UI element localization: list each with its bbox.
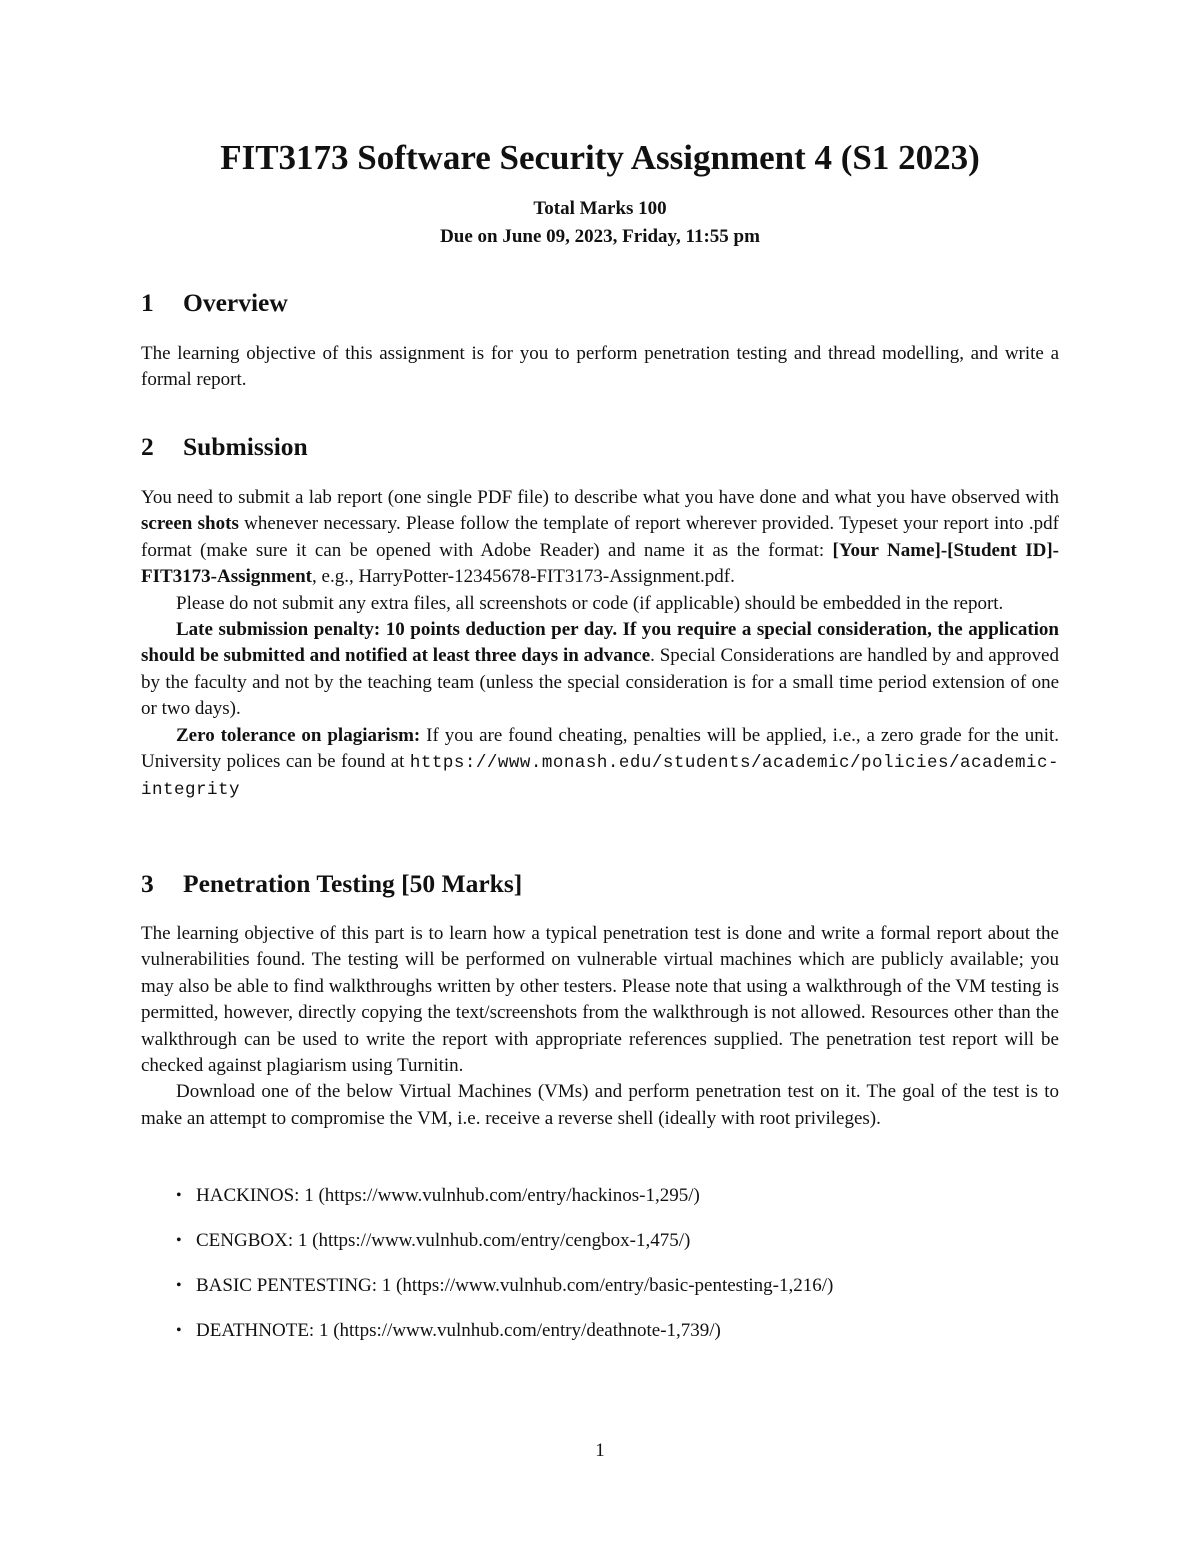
list-item — [174, 1273, 1054, 1318]
section-title: Penetration Testing [50 Marks] — [183, 869, 523, 898]
text-run: If you are found cheating, penalties will be applied, i.e., a zero grade for the unit. University polices can be found at — [141, 724, 1059, 773]
text-run-bold: [Your Name]-[Student ID]-FIT3173-Assignment — [141, 539, 1060, 588]
vm-entry[interactable]: CENGBOX: 1 (https://www.vulnhub.com/entry/cengbox-1,475/) — [196, 1230, 691, 1251]
overview-paragraph — [141, 341, 1059, 394]
section-heading-pentest — [141, 868, 522, 900]
section-title: Overview — [183, 288, 288, 317]
vm-entry[interactable]: HACKINOS: 1 (https://www.vulnhub.com/entry/hackinos-1,295/) — [196, 1185, 700, 1206]
submission-paragraph-1 — [141, 485, 1059, 591]
text-run: . Special Considerations are handled by and approved by the faculty and not by the teaching team (unless the special consideration is for a small time period extension of one or two days). — [141, 645, 1059, 720]
section-heading-submission — [141, 431, 308, 463]
submission-body — [141, 485, 1059, 804]
section-number: 3 — [141, 869, 154, 898]
vm-list — [174, 1183, 1054, 1363]
total-marks: Total Marks 100 — [533, 198, 667, 219]
plagiarism-paragraph — [141, 723, 1059, 804]
pentest-body — [141, 921, 1059, 1132]
list-item — [174, 1228, 1054, 1273]
late-penalty-paragraph — [141, 617, 1059, 723]
section-number: 2 — [141, 432, 154, 461]
list-item — [174, 1183, 1054, 1228]
due-date: Due on June 09, 2023, Friday, 11:55 pm — [440, 226, 760, 247]
section-heading-overview — [141, 287, 288, 319]
section-number: 1 — [141, 288, 154, 317]
bullet-icon: • — [176, 1232, 182, 1249]
document-title: FIT3173 Software Security Assignment 4 (S1 2023) — [220, 138, 980, 177]
vm-entry[interactable]: DEATHNOTE: 1 (https://www.vulnhub.com/entry/deathnote-1,739/) — [196, 1320, 721, 1341]
overview-text: The learning objective of this assignment is for you to perform penetration testing and thread modelling, and write a formal report. — [141, 343, 1059, 391]
page-number: 1 — [595, 1440, 605, 1461]
list-item — [174, 1318, 1054, 1363]
text-run: , e.g., HarryPotter-12345678-FIT3173-Assignment.pdf. — [312, 566, 735, 588]
bullet-icon: • — [176, 1277, 182, 1294]
bullet-icon: • — [176, 1187, 182, 1204]
text-run-bold: Late submission penalty: 10 points deduction per day. If you require a special consideration, the application should be submitted and notified at least three days in advance — [141, 619, 1059, 667]
text-run-bold: screen shots — [141, 513, 239, 535]
pentest-paragraph-1: The learning objective of this part is to learn how a typical penetration test is done and write a formal report about the vulnerabilities found. The testing will be performed on vulnerable virtual machines which are publicly available; you may also be able to find walkthroughs written by other testers. Please note that using a walkthrough of the VM testing is permitted, however, directly copying the text/screenshots from the walkthrough is not allowed. Resources other than the walkthrough can be used to write the report with appropriate references supplied. The penetration test report will be checked against plagiarism using Turnitin. — [141, 923, 1059, 1077]
text-run: You need to submit a lab report (one single PDF file) to describe what you have done and what you have observed with — [141, 487, 1059, 508]
pentest-paragraph-2: Download one of the below Virtual Machines (VMs) and perform penetration test on it. The goal of the test is to make an attempt to compromise the VM, i.e. receive a reverse shell (ideally with root privileges). — [141, 1081, 1059, 1129]
text-run: whenever necessary. Please follow the template of report wherever provided. Typeset your report into .pdf format (make sure it can be opened with Adobe Reader) and name it as the format: — [141, 513, 1059, 561]
submission-paragraph-2: Please do not submit any extra files, all screenshots or code (if applicable) should be embedded in the report. — [176, 592, 1004, 614]
policy-link[interactable]: https://www.monash.edu/students/academic/policies/academic-integrity — [141, 753, 1059, 801]
text-run-bold: Zero tolerance on plagiarism: — [176, 724, 421, 746]
bullet-icon: • — [176, 1322, 182, 1339]
vm-entry[interactable]: BASIC PENTESTING: 1 (https://www.vulnhub.com/entry/basic-pentesting-1,216/) — [196, 1275, 834, 1296]
section-title: Submission — [183, 432, 308, 461]
